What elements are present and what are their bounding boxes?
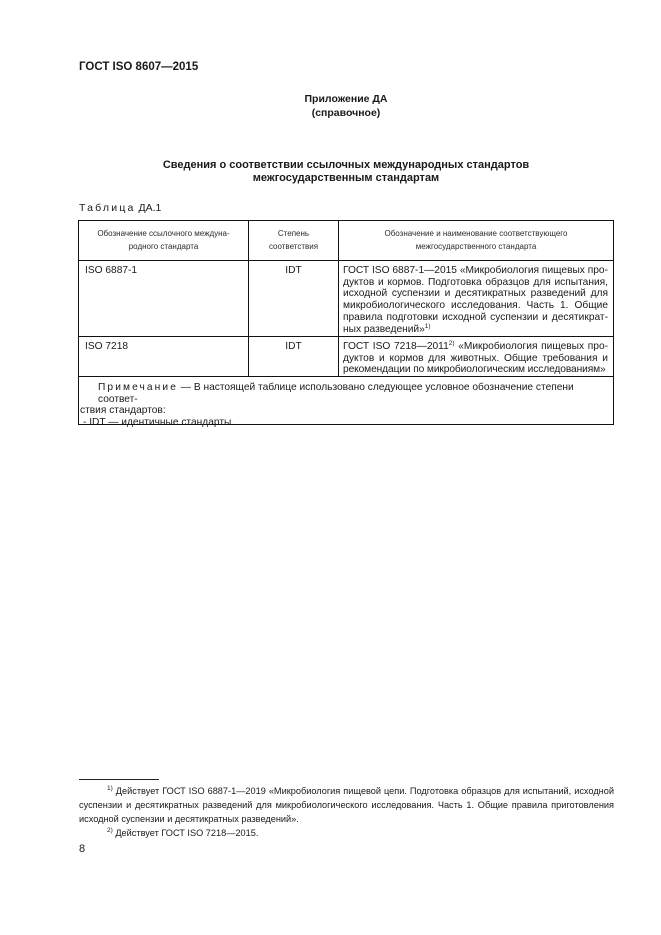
table-note: Примечание — В настоящей таблице использовано следующее условное обозначение степени соответ- ствия стандартов: - IDT — идентичные стандарты. (80, 382, 613, 428)
appendix-label (0, 92, 661, 120)
standard-header: ГОСТ ISO 8607—2015 (79, 61, 199, 73)
section-heading-line-2: межгосударственным стандартам (252, 172, 440, 184)
footnote-ref-1: 1) (424, 322, 431, 330)
cell-interstate-standard: ГОСТ ISO 7218—2011$^{2)}$ «Микробиология пищевых про- дуктов и кормов для животных. Общие требования и рекомендации по микробиологическим исследованиям» (343, 340, 609, 376)
table-rule-header-bottom (78, 260, 614, 261)
cell-degree: IDT (285, 265, 302, 276)
table-rule-row-1-bottom (78, 336, 614, 337)
appendix-subtitle: (справочное) (311, 107, 381, 119)
table-caption-prefix: Таблица (79, 202, 136, 214)
footnote-ref-2: 2) (448, 340, 455, 347)
section-heading-line-1: Сведения о соответствии ссылочных международных стандартов (162, 159, 530, 171)
section-heading (0, 159, 661, 185)
column-header-degree: Степень соответствия (268, 229, 319, 251)
footnote-1: $^{1)}$ Действует ГОСТ ISO 6887-1—2019 «Микробиология пищевой цепи. Подготовка образцов для испытаний, исходной суспензии и десятикратных разведений для микробиологического исследования. Часть 1. Общие правила приготовления исходной суспензии и десятикратных разведений». (79, 785, 614, 824)
table-rule-top (78, 220, 614, 221)
table-caption (79, 202, 161, 214)
table-rule-row-2-bottom (78, 376, 614, 377)
table-rule-right (613, 220, 614, 425)
note-label: Примечание (98, 382, 178, 393)
cell-interstate-standard: ГОСТ ISO 6887-1—2015 «Микробиология пищевых про- дуктов и кормов. Подготовка образцов для испытания, исходной суспензии и десятикратных разведений для микробиологического исследования. Часть 1. Общие правила подготовки исходной суспензии и десятикрат- ных разведений»$^{1)}$ (343, 265, 608, 335)
footnote-2: $^{2)}$ Действует ГОСТ ISO 7218—2015. (107, 827, 259, 838)
page-number: 8 (79, 843, 86, 855)
cell-reference: ISO 6887-1 (85, 265, 138, 276)
column-header-interstate: Обозначение и наименование соответствующего межгосударственного стандарта (384, 229, 568, 251)
cell-reference: ISO 7218 (85, 341, 129, 352)
table-caption-number: ДА.1 (138, 202, 162, 214)
cell-degree: IDT (285, 341, 302, 352)
note-item: - IDT — идентичные стандарты. (83, 416, 235, 428)
column-header-reference: Обозначение ссылочного междуна- родного стандарта (97, 229, 230, 251)
footnote-separator (79, 779, 159, 780)
appendix-title: Приложение ДА (304, 93, 388, 105)
